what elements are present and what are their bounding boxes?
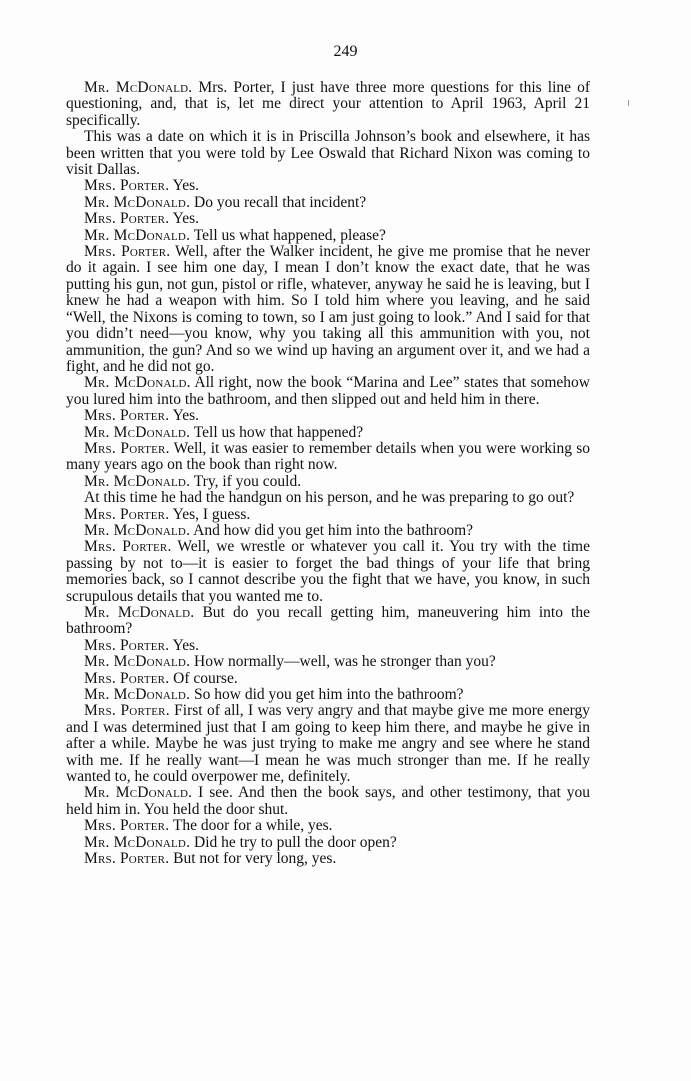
paragraph-text: Do you recall that incident? [190,193,367,211]
speaker-label: Mrs. Porter. [84,407,170,425]
paragraph [66,228,590,244]
paragraph [66,490,590,506]
speaker-label: Mrs. Porter. [84,210,170,228]
paragraph [66,687,590,703]
speaker-label: Mrs. Porter. [84,636,170,654]
paragraph-text: At this time he had the handgun on his person, and he was preparing to go out? [84,489,575,507]
paragraph-text: Yes. [169,636,200,654]
speaker-label: Mr. McDonald. [84,193,191,211]
paragraph [66,195,590,211]
paragraph-text: Yes. [169,407,200,425]
paragraph-text: This was a date on which it is in Priscilla Johnson’s book and elsewhere, it has been written that you were told by Lee Oswald that Richard Nixon was coming to visit Dallas. [66,128,590,179]
paragraph [66,425,590,441]
speaker-label: Mr. McDonald. [84,521,191,539]
paragraph [66,523,590,539]
paragraph-text: And how did you get him into the bathroom? [190,521,474,539]
paragraph [66,178,590,194]
transcript-body [66,80,590,868]
paragraph [66,835,590,851]
paragraph [66,785,590,818]
paragraph-text: Yes. [169,210,200,228]
paragraph-text: Well, it was easier to remember details when you were working so many years ago on the book than right now. [66,439,591,474]
speaker-label: Mrs. Porter. [84,243,171,261]
speaker-label: Mrs. Porter. [84,850,170,868]
speaker-label: Mr. McDonald. [84,423,191,441]
paragraph [66,654,590,670]
paragraph-text: But not for very long, yes. [169,850,337,868]
speaker-label: Mrs. Porter. [84,817,170,835]
paragraph-text: So how did you get him into the bathroom? [190,686,464,704]
paragraph-text: Try, if you could. [190,472,302,490]
speaker-label: Mr. McDonald. [84,472,191,490]
speaker-label: Mrs. Porter. [84,505,170,523]
paragraph-text: Well, after the Walker incident, he give me promise that he never do it again. I see him one day, I mean I don’t know the exact date, that he was putting his gun, not gun, pistol or rifle, whatever, anyway he said he is leaving, but I knew he had a weapon with him. So I told him where you leaving, and he said “Well, the Nixons is coming to town, so I am just going to look.” And I said for that you didn’t need—you know, why you taking all this ammunition with you, not ammunition, the gun? And so we wind up having an argument over it, and we had a fight, and he did not go. [66,243,590,375]
paragraph-text: How normally—well, was he stronger than you? [190,653,496,671]
paragraph-text: Of course. [169,669,238,687]
speaker-label: Mr. McDonald. [84,79,193,96]
speaker-label: Mr. McDonald. [84,784,193,802]
speaker-label: Mrs. Porter. [84,538,172,556]
paragraph [66,441,590,474]
paragraph [66,408,590,424]
speaker-label: Mrs. Porter. [84,177,170,195]
paragraph [66,818,590,834]
paragraph [66,851,590,867]
paragraph-text: First of all, I was very angry and that maybe give me more energy and I was determined just that I am going to keep him there, and maybe he give in after a while. Maybe he was just trying to make me angry and see where he stand with me. If he really want—I mean he was much stronger than me. If he really wanted to, he could overpower me, definitely. [66,702,591,786]
paragraph [66,539,590,605]
scan-mark [628,100,629,106]
paragraph-text: I see. And then the book says, and other testimony, that you held him in. You held the door shut. [66,784,590,818]
paragraph-text: Tell us how that happened? [190,423,364,441]
paragraph [66,605,590,638]
paragraph [66,375,590,408]
paragraph-text: Yes. [169,177,200,195]
speaker-label: Mrs. Porter. [84,439,170,457]
speaker-label: Mr. McDonald. [84,226,191,244]
paragraph [66,703,590,785]
paragraph [66,474,590,490]
paragraph [66,638,590,654]
paragraph [66,129,590,178]
speaker-label: Mrs. Porter. [84,702,170,720]
paragraph-text: Yes, I guess. [169,505,251,523]
page-number: 249 [333,43,358,60]
paragraph-text: All right, now the book “Marina and Lee” states that somehow you lured him into the bathroom, and then slipped out and held him in there. [66,374,590,408]
paragraph-text: Well, we wrestle or whatever you call it. You try with the time passing by not to—it is easier to forget the bad things of your life that bring memories back, so I cannot describe you the fight that we have, you know, in such scrupulous details that you wanted me to. [66,538,590,605]
speaker-label: Mr. McDonald. [84,686,191,704]
speaker-label: Mr. McDonald. [84,653,191,671]
speaker-label: Mr. McDonald. [84,833,191,851]
paragraph-text: The door for a while, yes. [169,817,333,835]
paragraph-text: Tell us what happened, please? [190,226,386,244]
paragraph [66,507,590,523]
speaker-label: Mr. McDonald. [84,374,191,392]
paragraph-text: Did he try to pull the door open? [190,833,397,851]
speaker-label: Mr. McDonald. [84,604,195,621]
paragraph [66,671,590,687]
paragraph [66,80,590,129]
paragraph [66,211,590,227]
paragraph-text: But do you recall getting him, maneuvering him into the bathroom? [66,604,590,638]
paragraph [66,244,590,375]
paragraph-text: Mrs. Porter, I just have three more questions for this line of questioning, and, that is, let me direct your attention to April 1963, April 21 specifically. [66,79,590,129]
speaker-label: Mrs. Porter. [84,669,170,687]
